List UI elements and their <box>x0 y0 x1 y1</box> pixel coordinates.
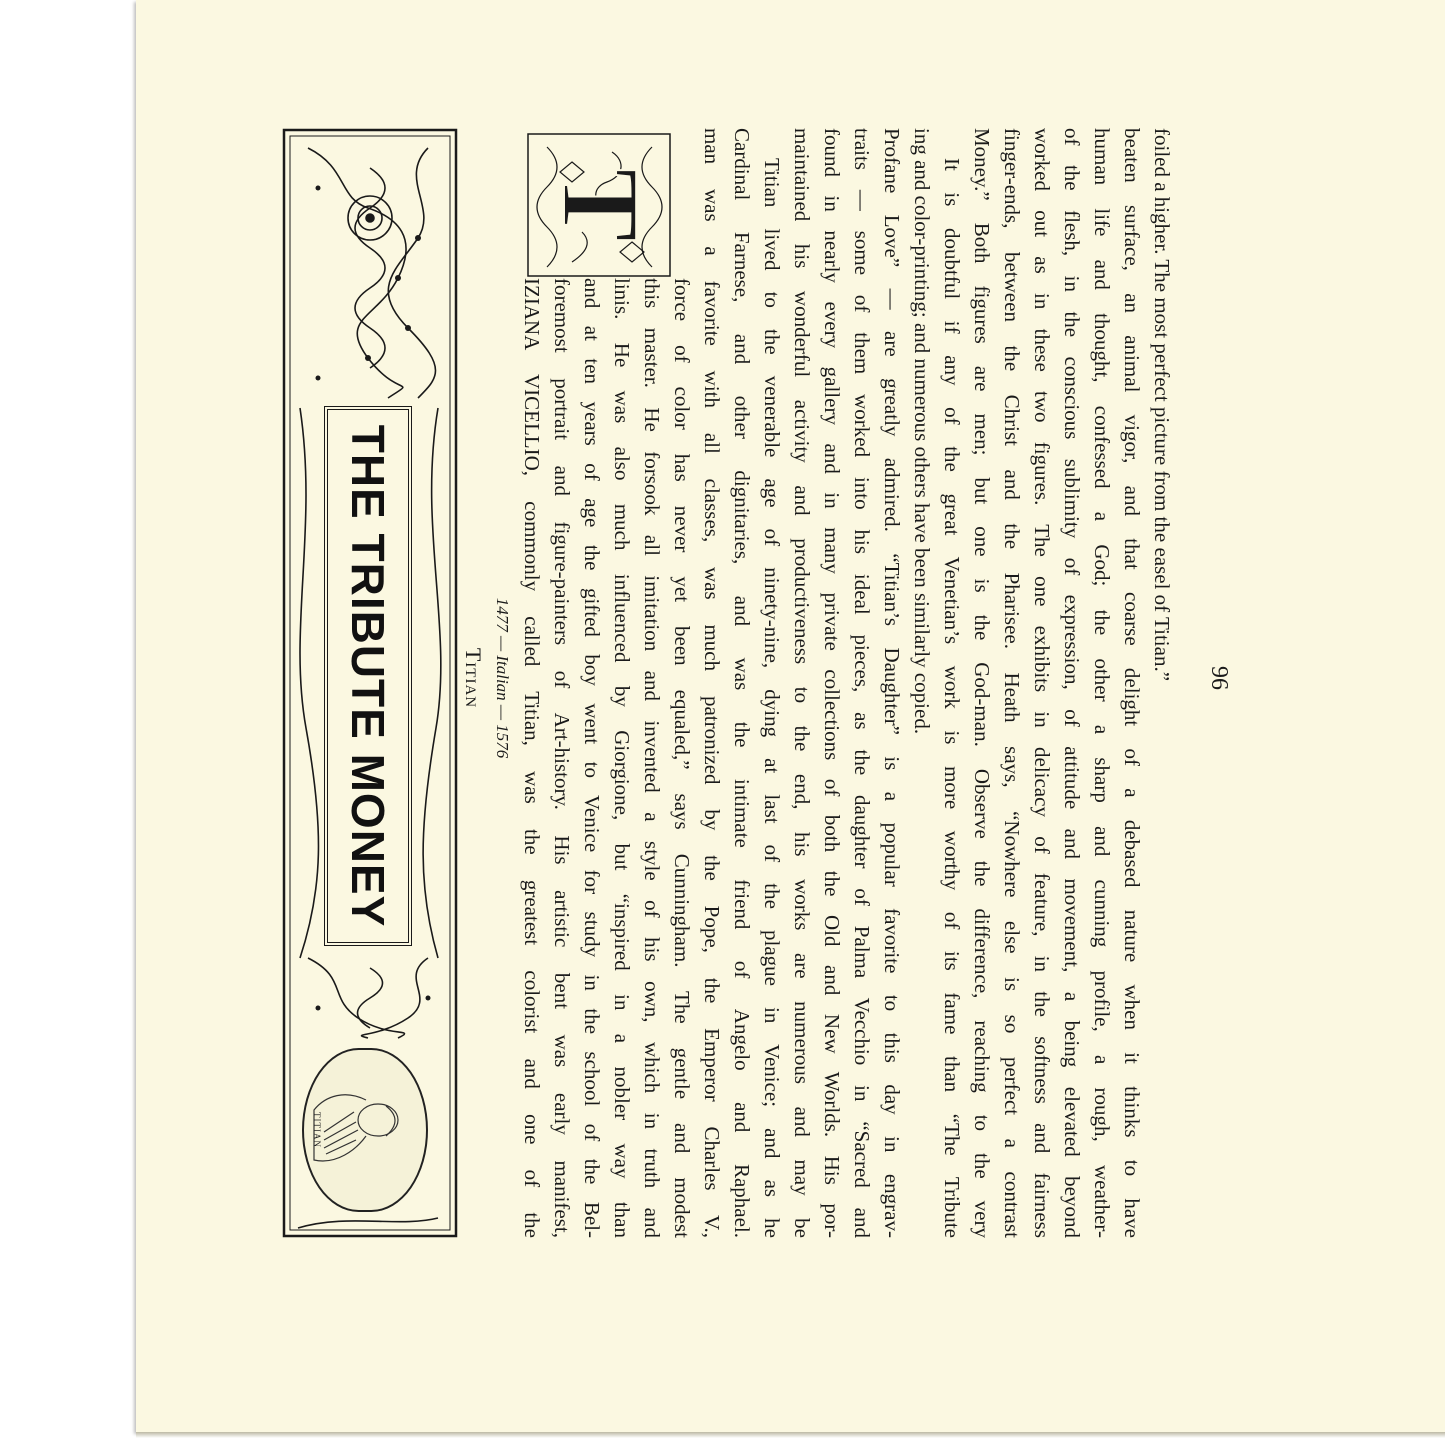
text-line: worked out as in these two figures. The one exhibits in delicacy of feature, in the softness and fairness <box>1030 128 1054 1238</box>
portrait-sketch-icon <box>304 1050 426 1210</box>
rotated-content <box>282 128 1232 1238</box>
text-line: found in nearly every gallery and in many private collections of both the Old and New Worlds. His por- <box>820 128 844 1238</box>
text-line: beaten surface, an animal vigor, and that coarse delight of a debased nature when it thinks to have <box>1120 128 1144 1238</box>
text-line: man was a favorite with all classes, was much patronized by the Pope, the Emperor Charles V., <box>700 128 724 1238</box>
text-line: maintained his wonderful activity and productiveness to the end, his works are numerous and may be <box>790 128 814 1238</box>
text-line: Money.” Both figures are men; but one is the God-man. Observe the difference, reaching to the very <box>970 128 994 1238</box>
text-line: human life and thought, confessed a God; the other a sharp and cunning profile, a rough, weather- <box>1090 128 1114 1238</box>
artist-dates: 1477 — Italian — 1576 <box>493 597 512 759</box>
body-text <box>517 128 1174 1238</box>
portrait-label: TITIAN <box>312 1112 322 1148</box>
text-line: foremost portrait and figure-painters of Art-history. His artistic bent was early manifest, <box>550 278 574 1238</box>
page-number: 96 <box>1206 666 1232 690</box>
portrait-medallion <box>302 1048 428 1212</box>
text-line: Cardinal Farnese, and other dignitaries, and was the intimate friend of Angelo and Raphael. <box>730 128 754 1238</box>
text-line: of the flesh, in the conscious sublimity of expression, of attitude and movement, a being elevated beyond <box>1060 128 1084 1238</box>
text-line: force of color has never yet been equaled,” says Cunningham. The gentle and modest <box>670 278 694 1238</box>
title-panel <box>324 406 412 946</box>
text-line: IZIANA VICELLIO, commonly called Titian, was the greatest colorist and one of the <box>520 278 544 1238</box>
text-line: and at ten years of age the gifted boy went to Venice for study in the school of the Bel- <box>580 278 604 1238</box>
text-line: this master. He forsook all imitation and invented a style of his own, which in truth and <box>640 278 664 1238</box>
text-line: finger-ends, between the Christ and the Pharisee. Heath says, “Nowhere else is so perfect a contrast <box>1000 128 1024 1238</box>
artist-name: Titian <box>461 647 486 709</box>
text-line: It is doubtful if any of the great Venetian’s work is more worthy of its fame than “The Tribute <box>940 158 964 1238</box>
page-title: THE TRIBUTE MONEY <box>342 424 394 928</box>
text-line: traits — some of them worked into his ideal pieces, as the daughter of Palma Vecchio in “Sacred and <box>850 128 874 1238</box>
text-line: foiled a higher. The most perfect picture from the easel of Titian.” <box>1150 128 1174 682</box>
text-line: Titian lived to the venerable age of ninety-nine, dying at last of the plague in Venice; and as he <box>760 158 784 1238</box>
text-line: linis. He was also much influenced by Giorgione, but “inspired in a nobler way than <box>610 278 634 1238</box>
text-line: Profane Love” — are greatly admired. “Titian’s Daughter” is a popular favorite to this day in engrav- <box>880 128 904 1238</box>
svg-text:T: T <box>540 168 662 242</box>
text-line: ing and color-printing; and numerous others have been similarly copied. <box>910 128 934 735</box>
page-shadow <box>136 1432 1445 1438</box>
